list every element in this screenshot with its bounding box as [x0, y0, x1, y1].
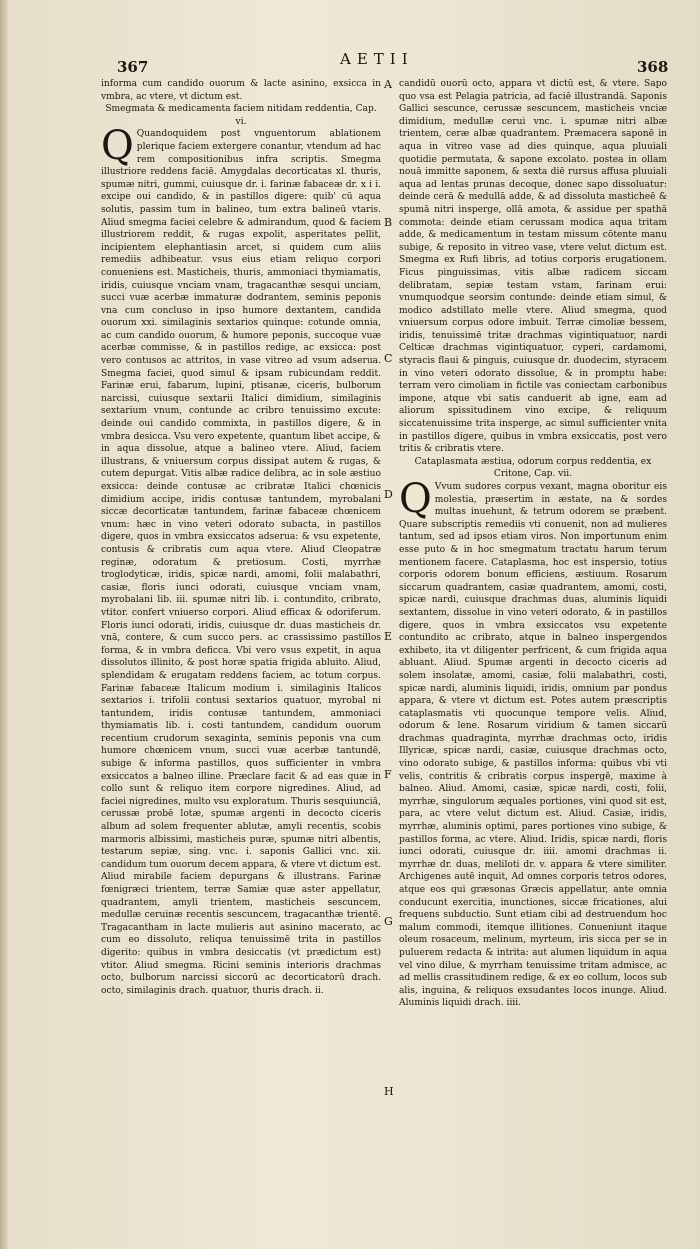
- side-letter-b: B: [384, 216, 393, 229]
- side-letter-f: F: [384, 768, 392, 781]
- side-letter-c: C: [384, 352, 393, 365]
- dropcap-q-left: Q: [101, 123, 134, 170]
- dropcap-q-right: Q: [399, 476, 432, 522]
- side-letter-e: E: [384, 630, 393, 643]
- left-body-text: Quandoquidem post vnguentorum ablationem plerique faciem extergere conantur, vtendum ad hac rem compositionibus infra scriptis. Smegma illustriore reddens faciē. Amygdalas decorticatas xl. thuris, spumæ nitri, gummi, cuiusque dr. i. farinæ fabaceæ dr. x i i. excipe oui candido, & in pastillos digere: quib' cū aqua solutis, passim tum in balineo, tum extra balineū vtaris. Aliud smegma faciei celebre & admirandum, quod & faciem illustriorem reddit, & rugas expolit, asperitates pellit, incipientem elephantiasin arcet, si quidem cum aliis remediis adhibeatur. vsus eius etiam reliquo corpori conueniens est. Masticheis, thuris, ammoniaci thymiamatis, iridis, cuiusque vnciam vnam, tragacanthæ sesqui unciam, succi vuæ acerbæ immaturæ dodrantem, seminis peponis vna cum concluso in ipso humore dextantem, candida ouorum xxi. similaginis sextarios quinque: cotunde omnia, ac cum candido ouorum, & humore peponis, succoque vuæ acerbæ commisse, & in pastillos redige, ac exsicca: post vero contusos ac attritos, in vase vitreo ad vsum adserua. Smegma faciei, quod simul & ipsam rubicundam reddit. Farinæ erui, fabarum, lupini, ptisanæ, ciceris, bulborum narcissi, cuiusque sextarii Italici dimidium, similaginis sextarium vnum, contunde ac cribro tenuissimo excute: deinde oui candido commixta, in pastillos digere, & in vmbra desicca. Vsu vero expetente, quantum libet accipe, & in aqua dissolue, atque a balineo vtere. Aliud, faciem illustrans, & vniuersum corpus dissipat autem & rugas, & cutem depurgat. Vitis albæ radice delibra, ac in sole æstiuo exsicca: deinde contusæ ac cribratæ Italici chœnicis dimidium accipe, iridis contusæ tantundem, myrobalani siccæ decorticatæ tantundem, farinæ fabaceæ chœnicem vnum: hæc in vino veteri odorato subacta, in pastillos digere, quos in vmbra exsiccatos adserua: & vsu expetente, contusis & cribratis cum aqua vtere. Aliud Cleopatræ reginæ, odoratum & pretiosum. Costi, myrrhæ troglodyticæ, iridis, spicæ nardi, amomi, folii malabathri, casiæ, floris iunci odorati, cuiusque vnciam vnam, myrobalani lib. iii. spumæ nitri lib. i. contundito, cribrato, vtitor. confert vniuerso corpori. Aliud efficax & odoriferum. Floris iunci odorati, iridis, cuiusque dr. duas masticheis dr. vnā, contere, & cum succo pers. ac crassissimo pastillos forma, & in vmbra deficca. Vbi vero vsus expetit, in aqua dissolutos illinito, & post horæ spatia frigida abluito. Aliud, splendidam & erugatam reddens faciem, ac totum corpus. Farinæ fabaceæ Italicum modium i. similaginis Italicos sextarios i. trifolii contusi sextarios quatuor, myrobal ni tantundem, iridis contusæ tantundem, ammoniaci thymiamatis lib. i. costi tantundem, candidum ouorum recentium crudorum sexaginta, seminis peponis vna cum humore chœnicem vnum, succi vuæ acerbæ tantundē, subige & informa pastillos, quos sufficienter in vmbra exsiccatos a balneo illine. Præclare facit & ad eas quæ in collo sunt & reliquo item corpore nigredines. Aliud, ad faciei nigredines, multo vsu exploratum. Thuris sesquiunciā, cerussæ probē lotæ, spumæ argenti in decocto ciceris album ad solem frequenter ablutæ, amyli recentis, scobis marmoris albissimi, masticheis puræ, spumæ nitri albentis, testarum sepiæ, sing. vnc. i. saponis Gallici vnc. xii. candidum tum ouorum decem appara, & vtere vt dictum est. Aliud mirabile faciem depurgans & illustrans. Farinæ fœnigræci trientem, terræ Samiæ quæ aster appellatur, quadrantem, amyli trientem, masticheis sescuncem, medullæ ceruinæ recentis sescuncem, tragacanthæ trientē. Tragacantham in lacte mulieris aut asinino macerato, ac cum eo dissoluto, reliqua tenuissimē trita in pastillos digerito: quibus in vmbra desiccatis (vt prædictum est) vtitor. Aliud smegma. Ricini seminis interioris drachmas octo, bulborum narcissi siccorū ac decorticatorū drach. octo, similaginis drach. quatuor, thuris drach. ii.: [101, 129, 381, 996]
- left-opening-paragraph: informa cum candido ouorum & lacte asinino, exsicca in vmbra, ac vtere, vt dictum est.: [101, 79, 381, 102]
- left-column: [101, 78, 381, 997]
- right-opening-paragraph: candidū ouorū octo, appara vt dictū est, & vtere. Sapo quo vsa est Pelagia patricia, ad faciē illustrandā. Saponis Gallici sescunce, cerussæ sescuncem, masticheis vnciæ dimidium, medullæ cerui vnc. i. spumæ nitri albæ trientem, ceræ albæ quadrantem. Præmacera saponē in aqua in vitreo vase ad dies quinque, aqua pluuiali quotidie permutata, & sapone excolato. postea in ollam nouā immitte saponem, & sexta diē rursus affusa pluuiali aqua ad lentas prunas decoque, donec sapo dissoluatur: deinde cerā & medullā adde, & ad dissoluta masticheē & spumā nitri insperge, ollā amota, & assidue per spathā commota: deinde etiam cerussam modica aqua tritam adde, & medicamentum in testam missum cōtente manu subige, & reposito in vitreo vase, vtere velut dictum est. Smegma ex Rufi libris, ad totius corporis erugationem. Ficus pinguissimas, vitis albæ radicem siccam delibratam, sepiæ testam vstam, farinam erui: vnumquodque seorsim contunde: deinde etiam simul, & modico adstillato melle vtere. Aliud smegma, quod vniuersum corpus odore imbuit. Terræ cimoliæ bessem, iridis, tenuissimē tritæ drachmas vigintiquatuor, nardi Celticæ drachmas vigintiquatuor, cyperi, cardamomi, styracis flaui & pinguis, cuiusque dr. duodecim, styracem in vino veteri odorato dissolue, & in promptu habe: terram vero cimoliam in fictile vas coniectam carbonibus impone, atque vbi satis canduerit ab igne, eam ad aliorum spissitudinem vino excipe, & reliquum siccatenuissime trita insperge, ac simul sufficienter vnita in pastillos digere, quibus in vmbra exsiccatis, post vero tritis & cribratis vtere.: [399, 79, 667, 455]
- running-head: AETII: [340, 50, 414, 68]
- chapter-heading-6: Smegmata & medicamenta faciem nitidam reddentia, Cap. vi.: [105, 104, 377, 127]
- right-body-text: Vvum sudores corpus vexant, magna oboritur eis molestia, præsertim in æstate, na & sordes multas inuehunt, & tetrum odorem se præbent. Quare subscriptis remediis vti conuenit, non ad mulieres tantum, sed ad ipsos etiam viros. Non importunum enim esse puto & in hoc smegmatum tractatu harum terum mentionem facere. Cataplasma, hoc est inspersio, totius corporis odorem bonum efficiens, æstiuum. Rosarum siccarum quadrantem, casiæ quadrantem, amomi, costi, spicæ nardi, cuiusque drachmas duas, aluminis liquidi sextantem, dissolue in vino veteri odorato, & in pastillos digere, quos in vmbra exsiccatos vsu expetente contundito ac cribrato, atque in balneo inspergendos exhibeto, ita vt diligenter perfricent, & cum frigida aqua abluant. Aliud. Spumæ argenti in decocto ciceris ad solem insolatæ, amomi, casiæ, folii malabathri, costi, spicæ nardi, aluminis liquidi, iridis, omnium par pondus appara, & vtere vt dictum est. Potes autem præscriptis cataplasmatis vti quocunque tempore velis. Aliud, odorum & lene. Rosarum viridium & tamen siccarū drachmas quadraginta, myrrhæ drachmas octo, iridis Illyricæ, spicæ nardi, casiæ, cuiusque drachmas octo, vino odorato subige, & pastillos informa: quibus vbi vti velis, contritis & cribratis corpus inspergē, maxime à balneo. Aliud. Amomi, casiæ, spicæ nardi, costi, folii, myrrhæ, singulorum æquales portiones, vini quod sit est, para, ac vtere velut dictum est. Aliud. Casiæ, iridis, myrrhæ, aluminis optimi, pares portiones vino subige, & pastillos forma, ac vtere. Aliud. Iridis, spicæ nardi, floris iunci odorati, cuiusque dr. iiii. amomi drachmas ii. myrrhæ dr. duas, meliloti dr. v. appara & vtere similiter. Archigenes autē inquit, Ad omnes corporis tetros odores, atque eos qui græsonas Græcis appellatur, ante omnia conducunt exercitia, inunctiones, siccæ fricationes, alui frequens subductio. Sunt etiam cibi ad destruendum hoc malum commodi, itemque illitiones. Conueniunt itaque oleum rosaceum, melinum, myrteum, iris sicca per se in puluerem redacta & intrita: aut alumen liquidum in aqua vel vino dilue, & myrrham tenuissime tritam admisce, ac ad mellis crassitudinem redige, & ex eo collum, locos sub alis, inguina, & reliquos exsudantes locos inunge. Aliud. Aluminis liquidi drach. iiii.: [399, 482, 667, 1009]
- left-body-paragraph: [101, 123, 381, 997]
- chapter-heading-7: Cataplasmata æstiua, odorum corpus reddentia, ex Critone, Cap. vii.: [414, 456, 652, 480]
- side-letter-d: D: [384, 488, 393, 501]
- right-column: [399, 78, 667, 1010]
- folio-right: 368: [637, 58, 669, 76]
- folio-left: 367: [117, 58, 149, 76]
- side-letter-a: A: [384, 78, 392, 91]
- side-letter-g: G: [384, 915, 393, 928]
- right-body-paragraph: [399, 476, 667, 1010]
- page-gutter-shadow: [0, 0, 10, 1249]
- side-letter-h: H: [384, 1085, 394, 1098]
